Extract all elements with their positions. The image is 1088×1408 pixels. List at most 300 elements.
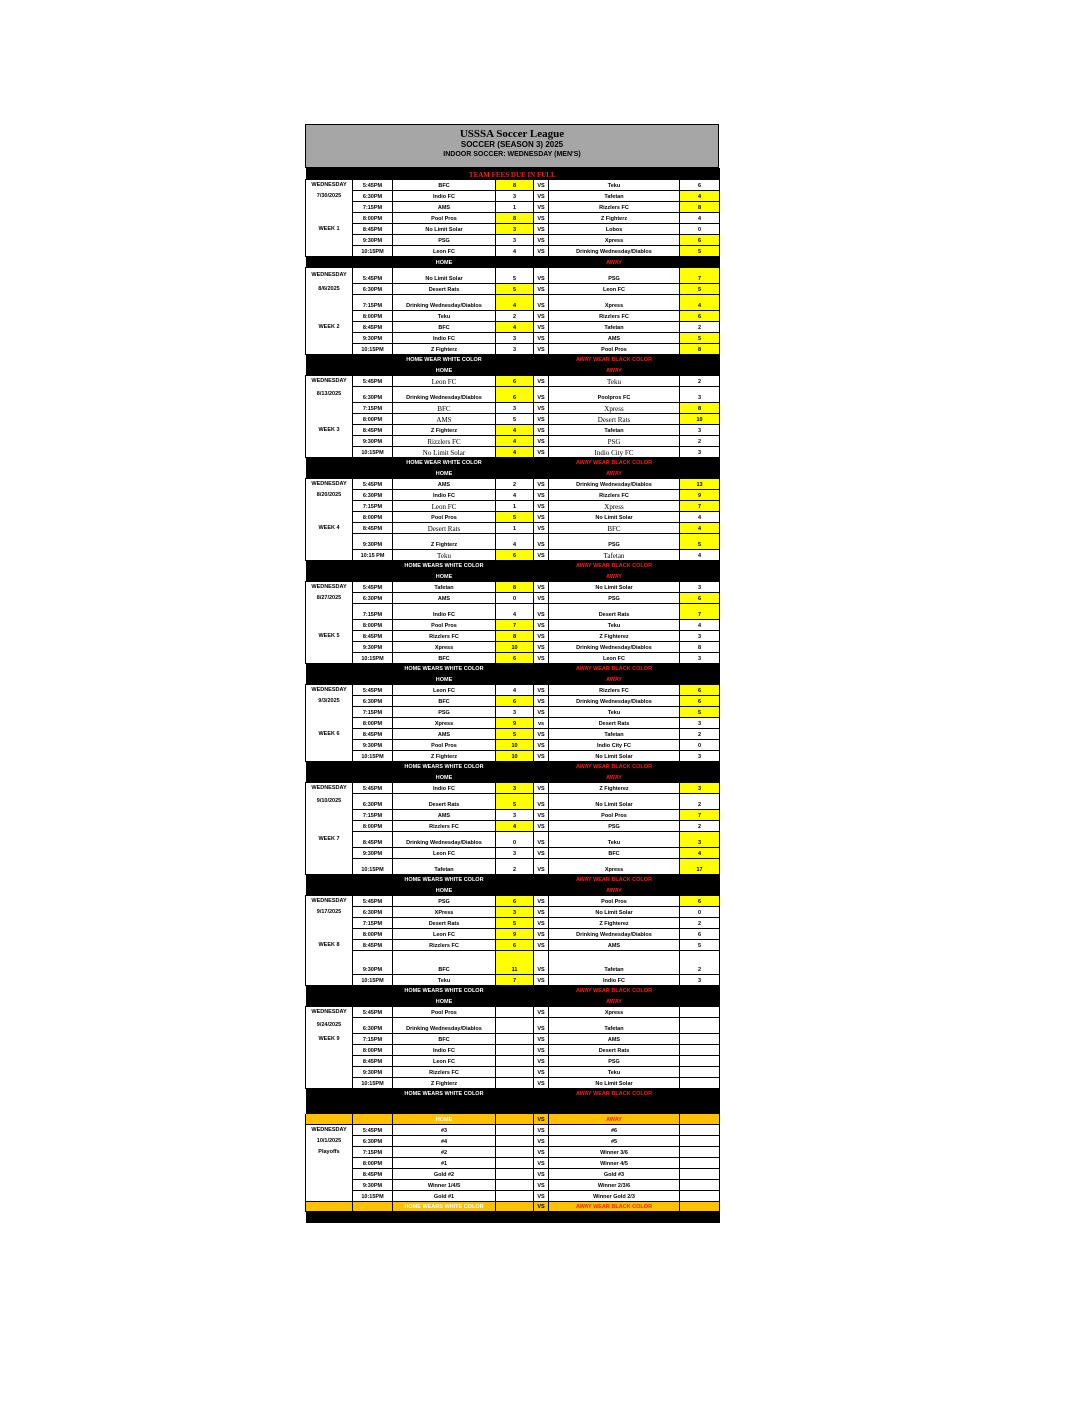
vs-label: VS xyxy=(534,478,549,489)
home-team: PSG xyxy=(393,895,496,906)
away-score: 2 xyxy=(680,820,720,831)
home-team: Z Fighterz xyxy=(393,533,496,549)
day-cell xyxy=(306,652,353,663)
vs-label: VS xyxy=(534,782,549,793)
away-score xyxy=(680,1157,720,1168)
home-score: 6 xyxy=(496,549,534,560)
band-cell xyxy=(496,570,534,581)
vs-label: VS xyxy=(534,750,549,761)
away-note: AWAY WEAR BLACK COLOR xyxy=(549,560,680,570)
home-team: Teku xyxy=(393,310,496,321)
game-row xyxy=(306,223,720,234)
vs-label: VS xyxy=(534,435,549,446)
home-team: PSG xyxy=(393,234,496,245)
home-team: BFC xyxy=(393,402,496,413)
band-row xyxy=(306,771,720,782)
away-score: 0 xyxy=(680,223,720,234)
home-score: 9 xyxy=(496,717,534,728)
band-cell xyxy=(534,761,549,771)
game-time: 7:15PM xyxy=(353,917,393,928)
day-label: WEDNESDAY xyxy=(306,1124,353,1135)
game-row xyxy=(306,619,720,630)
vs-label: VS xyxy=(534,1168,549,1179)
home-team: Pool Pros xyxy=(393,739,496,750)
home-note: HOME xyxy=(393,771,496,782)
vs-label: VS xyxy=(534,974,549,985)
day-cell xyxy=(306,820,353,831)
away-score xyxy=(680,1135,720,1146)
away-team: Tafetan xyxy=(549,321,680,332)
away-team: Teku xyxy=(549,179,680,190)
home-team: Leon FC xyxy=(393,375,496,386)
away-score: 6 xyxy=(680,695,720,706)
playoff-row xyxy=(306,1146,720,1157)
away-score: 5 xyxy=(680,332,720,343)
away-score: 2 xyxy=(680,728,720,739)
game-row xyxy=(306,652,720,663)
band-cell xyxy=(306,874,353,884)
home-score: 4 xyxy=(496,435,534,446)
band-cell xyxy=(680,673,720,684)
game-row xyxy=(306,847,720,858)
away-score: 7 xyxy=(680,267,720,283)
game-time: 6:30PM xyxy=(353,283,393,294)
away-team: Tafetan xyxy=(549,549,680,560)
away-score: 6 xyxy=(680,310,720,321)
band-cell xyxy=(534,364,549,375)
game-time: 10:15PM xyxy=(353,858,393,874)
date-label: 8/13/2025 xyxy=(306,386,353,402)
home-team: Indio FC xyxy=(393,489,496,500)
game-time: 6:30PM xyxy=(353,695,393,706)
home-score: 2 xyxy=(496,478,534,489)
day-cell xyxy=(306,750,353,761)
away-team: Xpress xyxy=(549,294,680,310)
away-score: 4 xyxy=(680,549,720,560)
vs-label: VS xyxy=(534,1066,549,1077)
gold-cell xyxy=(306,1114,353,1124)
game-row xyxy=(306,424,720,435)
band-cell xyxy=(680,985,720,995)
home-score: 3 xyxy=(496,223,534,234)
home-team: BFC xyxy=(393,950,496,974)
vs-label: VS xyxy=(534,820,549,831)
vs-label: VS xyxy=(534,179,549,190)
game-time: 9:30PM xyxy=(353,950,393,974)
away-score: 4 xyxy=(680,511,720,522)
away-note: AWAY xyxy=(549,570,680,581)
band-cell xyxy=(353,771,393,782)
band-cell xyxy=(353,570,393,581)
day-cell xyxy=(306,1168,353,1179)
game-row xyxy=(306,522,720,533)
band-cell xyxy=(353,761,393,771)
band-cell xyxy=(496,761,534,771)
playoff-row xyxy=(306,1168,720,1179)
playoff-footer-row xyxy=(306,1201,720,1211)
home-score: 2 xyxy=(496,858,534,874)
game-row xyxy=(306,641,720,652)
date-label: 9/24/2025 xyxy=(306,1017,353,1033)
away-team: Indio City FC xyxy=(549,446,680,457)
vs-label: VS xyxy=(534,1146,549,1157)
band-cell xyxy=(496,884,534,895)
home-note: HOME xyxy=(393,364,496,375)
away-note: AWAY WEAR BLACK COLOR xyxy=(549,457,680,467)
game-row xyxy=(306,793,720,809)
vs-label: VS xyxy=(534,706,549,717)
home-score xyxy=(496,1006,534,1017)
game-row xyxy=(306,332,720,343)
away-team: Pool Pros xyxy=(549,895,680,906)
home-team: Xpress xyxy=(393,717,496,728)
away-team: Pool Pros xyxy=(549,809,680,820)
band-cell xyxy=(680,354,720,364)
home-score: 1 xyxy=(496,500,534,511)
away-note: AWAY WEAR BLACK COLOR xyxy=(549,1201,680,1211)
away-note: AWAY xyxy=(549,364,680,375)
vs-label: VS xyxy=(534,928,549,939)
playoff-header-row xyxy=(306,1114,720,1124)
away-score: 3 xyxy=(680,782,720,793)
home-team: Z Fighterz xyxy=(393,343,496,354)
game-time: 10:15 PM xyxy=(353,549,393,560)
vs-label: VS xyxy=(534,522,549,533)
band-cell xyxy=(353,354,393,364)
game-time: 10:15PM xyxy=(353,750,393,761)
away-note: AWAY xyxy=(549,884,680,895)
vs-label: VS xyxy=(534,630,549,641)
band-cell xyxy=(353,256,393,267)
home-team: Leon FC xyxy=(393,847,496,858)
away-team: Drinking Wednesday/Diablos xyxy=(549,928,680,939)
vs-label: VS xyxy=(534,446,549,457)
home-score: 4 xyxy=(496,489,534,500)
band-cell xyxy=(353,884,393,895)
game-time: 9:30PM xyxy=(353,435,393,446)
game-row xyxy=(306,267,720,283)
away-team: PSG xyxy=(549,533,680,549)
home-team: Z Fighterz xyxy=(393,1077,496,1088)
away-team: No Limit Solar xyxy=(549,1077,680,1088)
away-team: No Limit Solar xyxy=(549,511,680,522)
home-score: 1 xyxy=(496,522,534,533)
game-time: 6:30PM xyxy=(353,1017,393,1033)
band-cell xyxy=(353,560,393,570)
home-seed: Winner 1/4/5 xyxy=(393,1179,496,1190)
home-note: HOME xyxy=(393,467,496,478)
day-label: WEDNESDAY xyxy=(306,581,353,592)
home-team: Leon FC xyxy=(393,500,496,511)
away-team: Drinking Wednesday/Diablos xyxy=(549,695,680,706)
band-row xyxy=(306,761,720,771)
vs-label: VS xyxy=(534,917,549,928)
home-team: AMS xyxy=(393,201,496,212)
vs-label: VS xyxy=(534,619,549,630)
away-team: BFC xyxy=(549,847,680,858)
home-score: 8 xyxy=(496,212,534,223)
vs-label: VS xyxy=(534,1044,549,1055)
game-row xyxy=(306,906,720,917)
away-team: Xpress xyxy=(549,500,680,511)
away-team: PSG xyxy=(549,435,680,446)
home-team: AMS xyxy=(393,413,496,424)
game-time: 8:00PM xyxy=(353,1157,393,1168)
game-time: 5:45PM xyxy=(353,1124,393,1135)
vs-label: VS xyxy=(534,581,549,592)
home-team: Desert Rats xyxy=(393,917,496,928)
away-score xyxy=(680,1044,720,1055)
away-score: 5 xyxy=(680,706,720,717)
band-cell xyxy=(306,663,353,673)
home-note: HOME WEARS WHITE COLOR xyxy=(393,1201,496,1211)
game-time: 5:45PM xyxy=(353,375,393,386)
home-score xyxy=(496,1044,534,1055)
band-cell xyxy=(496,985,534,995)
week-label: WEEK 2 xyxy=(306,321,353,332)
away-score xyxy=(680,1124,720,1135)
game-time: 6:30PM xyxy=(353,190,393,201)
vs-label: VS xyxy=(534,283,549,294)
spacer-cell xyxy=(306,1211,720,1223)
home-team: Drinking Wednesday/Diablos xyxy=(393,294,496,310)
game-row xyxy=(306,402,720,413)
home-score: 9 xyxy=(496,928,534,939)
away-score: 8 xyxy=(680,402,720,413)
away-score: 2 xyxy=(680,917,720,928)
day-cell xyxy=(306,310,353,321)
vs-label: VS xyxy=(534,1033,549,1044)
home-score xyxy=(496,1017,534,1033)
away-team: Lobos xyxy=(549,223,680,234)
game-time: 8:45PM xyxy=(353,321,393,332)
band-cell xyxy=(306,995,353,1006)
away-note: AWAY WEAR BLACK COLOR xyxy=(549,761,680,771)
game-row xyxy=(306,630,720,641)
band-cell xyxy=(353,995,393,1006)
game-time: 8:45PM xyxy=(353,1055,393,1066)
band-cell xyxy=(353,457,393,467)
playoff-vs-header: VS xyxy=(534,1114,549,1124)
away-team: Tafetan xyxy=(549,950,680,974)
game-row xyxy=(306,809,720,820)
away-score xyxy=(680,1066,720,1077)
away-team: Z Fighterez xyxy=(549,917,680,928)
home-score xyxy=(496,1157,534,1168)
game-time: 7:15PM xyxy=(353,809,393,820)
day-label: WEDNESDAY xyxy=(306,1006,353,1017)
day-cell xyxy=(306,332,353,343)
home-team: Pool Pros xyxy=(393,212,496,223)
game-time: 8:00PM xyxy=(353,820,393,831)
away-score: 3 xyxy=(680,630,720,641)
game-time: 10:15PM xyxy=(353,446,393,457)
day-cell xyxy=(306,533,353,549)
day-label: WEDNESDAY xyxy=(306,179,353,190)
home-score: 5 xyxy=(496,728,534,739)
band-cell xyxy=(496,467,534,478)
game-row xyxy=(306,706,720,717)
game-row xyxy=(306,413,720,424)
away-seed: Winner Gold 2/3 xyxy=(549,1190,680,1201)
vs-label: VS xyxy=(534,386,549,402)
away-score: 3 xyxy=(680,831,720,847)
home-seed: #1 xyxy=(393,1157,496,1168)
away-team: Indio FC xyxy=(549,974,680,985)
vs-label: VS xyxy=(534,223,549,234)
game-row xyxy=(306,895,720,906)
vs-label: VS xyxy=(534,234,549,245)
band-cell xyxy=(353,364,393,375)
home-score: 4 xyxy=(496,424,534,435)
home-score: 4 xyxy=(496,294,534,310)
away-score: 8 xyxy=(680,201,720,212)
away-team: Rizzlers FC xyxy=(549,684,680,695)
date-label: 8/27/2025 xyxy=(306,592,353,603)
home-score xyxy=(496,1168,534,1179)
league-header xyxy=(305,124,719,168)
vs-label: VS xyxy=(534,1077,549,1088)
band-cell xyxy=(306,673,353,684)
away-team: Z Fighterz xyxy=(549,212,680,223)
day-cell xyxy=(306,928,353,939)
away-team: Leon FC xyxy=(549,652,680,663)
fees-banner-row xyxy=(306,168,720,179)
band-cell xyxy=(353,874,393,884)
game-time: 10:15PM xyxy=(353,245,393,256)
league-title: USSSA Soccer League xyxy=(459,128,565,140)
home-seed: #3 xyxy=(393,1124,496,1135)
away-score xyxy=(680,1077,720,1088)
home-team: Tafetan xyxy=(393,858,496,874)
day-cell xyxy=(306,1179,353,1190)
home-team: Indio FC xyxy=(393,190,496,201)
gold-cell xyxy=(496,1114,534,1124)
date-label: 9/10/2025 xyxy=(306,793,353,809)
day-cell xyxy=(306,641,353,652)
home-seed: Gold #2 xyxy=(393,1168,496,1179)
date-label: 10/1/2025 xyxy=(306,1135,353,1146)
away-score: 6 xyxy=(680,179,720,190)
away-score: 3 xyxy=(680,974,720,985)
home-team: Pool Pros xyxy=(393,511,496,522)
day-cell xyxy=(306,446,353,457)
away-score: 2 xyxy=(680,793,720,809)
away-score: 3 xyxy=(680,424,720,435)
away-score: 4 xyxy=(680,190,720,201)
away-score: 2 xyxy=(680,435,720,446)
away-score: 0 xyxy=(680,906,720,917)
band-row xyxy=(306,467,720,478)
playoff-away-header: AWAY xyxy=(549,1114,680,1124)
gold-cell xyxy=(306,1201,353,1211)
home-score: 6 xyxy=(496,695,534,706)
day-cell xyxy=(306,1157,353,1168)
game-row xyxy=(306,1017,720,1033)
away-team: Tafetan xyxy=(549,728,680,739)
home-score xyxy=(496,1124,534,1135)
game-row xyxy=(306,1077,720,1088)
band-row xyxy=(306,663,720,673)
away-score: 5 xyxy=(680,533,720,549)
away-note: AWAY WEAR BLACK COLOR xyxy=(549,874,680,884)
away-team: Drinking Wednesday/Diablos xyxy=(549,245,680,256)
band-cell xyxy=(534,995,549,1006)
away-score: 3 xyxy=(680,652,720,663)
band-row xyxy=(306,560,720,570)
band-cell xyxy=(496,256,534,267)
band-cell xyxy=(496,457,534,467)
game-row xyxy=(306,511,720,522)
vs-label: VS xyxy=(534,201,549,212)
home-team: Xpress xyxy=(393,641,496,652)
home-score: 3 xyxy=(496,234,534,245)
away-team: Xpress xyxy=(549,234,680,245)
away-team: Desert Rats xyxy=(549,413,680,424)
vs-label: VS xyxy=(534,939,549,950)
home-score: 7 xyxy=(496,619,534,630)
home-team: Rizzlers FC xyxy=(393,820,496,831)
day-cell xyxy=(306,201,353,212)
band-cell xyxy=(680,874,720,884)
vs-label: VS xyxy=(534,739,549,750)
playoff-row xyxy=(306,1157,720,1168)
away-score: 4 xyxy=(680,619,720,630)
game-row xyxy=(306,858,720,874)
band-row xyxy=(306,354,720,364)
day-cell xyxy=(306,435,353,446)
away-team: Drinking Wednesday/Diablos xyxy=(549,641,680,652)
home-score: 0 xyxy=(496,831,534,847)
game-row xyxy=(306,533,720,549)
home-score xyxy=(496,1179,534,1190)
day-cell xyxy=(306,974,353,985)
day-cell xyxy=(306,511,353,522)
game-row xyxy=(306,245,720,256)
home-team: No Limit Solar xyxy=(393,446,496,457)
home-score: 6 xyxy=(496,895,534,906)
game-row xyxy=(306,1055,720,1066)
home-note: HOME xyxy=(393,884,496,895)
vs-label: VS xyxy=(534,332,549,343)
home-note: HOME WEARS WHITE COLOR xyxy=(393,1088,496,1098)
game-time: 7:15PM xyxy=(353,294,393,310)
game-time: 7:15PM xyxy=(353,500,393,511)
home-score: 10 xyxy=(496,739,534,750)
vs-label: VS xyxy=(534,793,549,809)
day-cell xyxy=(306,1066,353,1077)
band-row xyxy=(306,995,720,1006)
home-score: 0 xyxy=(496,592,534,603)
home-score: 5 xyxy=(496,511,534,522)
home-team: Indio FC xyxy=(393,603,496,619)
away-team: Rizzlers FC xyxy=(549,201,680,212)
away-score: 17 xyxy=(680,858,720,874)
away-note: AWAY WEAR BLACK COLOR xyxy=(549,985,680,995)
game-time: 5:45PM xyxy=(353,684,393,695)
away-score: 6 xyxy=(680,895,720,906)
away-score: 7 xyxy=(680,500,720,511)
home-seed: Gold #1 xyxy=(393,1190,496,1201)
vs-label: VS xyxy=(534,1055,549,1066)
away-score: 4 xyxy=(680,294,720,310)
band-cell xyxy=(496,673,534,684)
away-team: Drinking Wednesday/Diablos xyxy=(549,478,680,489)
away-team: PSG xyxy=(549,592,680,603)
away-score: 4 xyxy=(680,212,720,223)
band-cell xyxy=(534,354,549,364)
band-cell xyxy=(353,1088,393,1098)
